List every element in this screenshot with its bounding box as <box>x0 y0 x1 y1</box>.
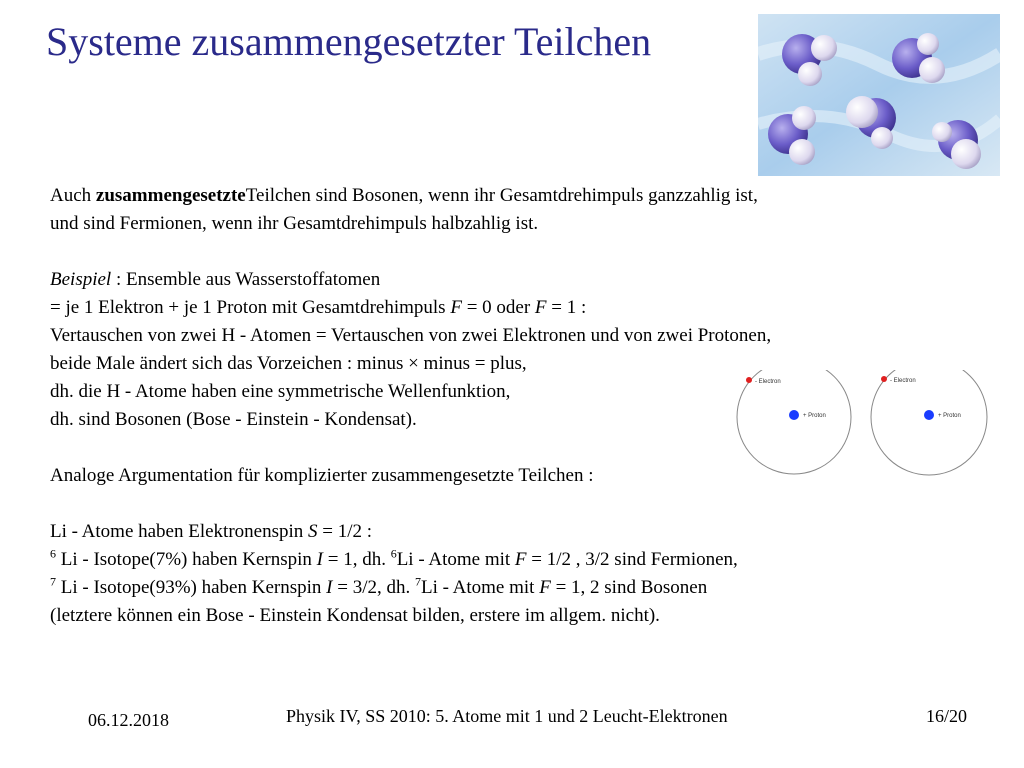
example-colon: : <box>111 269 126 290</box>
li-l1a: Li - Atome haben Elektronenspin <box>50 521 309 542</box>
example-line-2 <box>50 294 950 322</box>
analog-line: Analoge Argumentation für komplizierter zusammengesetzte Teilchen : <box>50 465 594 486</box>
footer-title: Physik IV, SS 2010: 5. Atome mit 1 und 2 Leucht-Elektronen <box>286 706 728 726</box>
isotope-superscript: 7 <box>50 574 56 589</box>
var-F: F <box>539 577 551 598</box>
example-label: Beispiel <box>50 269 112 290</box>
electron-label: - Electron <box>755 379 781 385</box>
li-l1b: = 1/2 : <box>317 521 373 542</box>
intro-bold-term: zusammengesetzte <box>95 185 246 206</box>
hydrogen-atom-1 <box>737 370 851 474</box>
footer-page-number: 16/20 <box>926 706 968 726</box>
li-l2b: = 1, dh. <box>322 549 391 570</box>
hydrogen-atom-2 <box>871 370 987 475</box>
intro-text-c: Teilchen sind Bosonen, wenn ihr Gesamtdrehimpuls ganzzahlig ist, <box>245 185 758 206</box>
li-l2d: = 1/2 , 3/2 sind Fermionen, <box>526 549 738 570</box>
li-l2a: Li - Isotope(7%) haben Kernspin <box>56 549 317 570</box>
var-S: S <box>308 521 318 542</box>
example-line-5: dh. die H - Atome haben eine symmetrische Wellenfunktion, <box>50 381 511 402</box>
example-line-6: dh. sind Bosonen (Bose - Einstein - Kondensat). <box>50 409 417 430</box>
li-line-3 <box>50 574 950 602</box>
var-F: F <box>534 297 547 318</box>
example-line-3: Vertauschen von zwei H - Atomen = Vertauschen von zwei Elektronen und von zwei Protonen, <box>50 325 772 346</box>
example-line-1 <box>50 266 950 294</box>
footer-date: 06.12.2018 <box>88 710 169 730</box>
electron-dot <box>746 377 752 383</box>
slide-title: Systeme zusammengesetzter Teilchen <box>46 19 652 64</box>
li-line-4: (letztere können ein Bose - Einstein Kondensat bilden, erstere im allgem. nicht). <box>50 605 660 626</box>
intro-text-a: Auch <box>50 185 96 206</box>
water-molecules-image <box>758 14 1000 176</box>
li-l3a: Li - Isotope(93%) haben Kernspin <box>56 577 327 598</box>
intro-line-1 <box>50 182 950 210</box>
isotope-superscript: 6 <box>50 546 56 561</box>
proton-dot <box>924 410 934 420</box>
var-I: I <box>316 549 323 570</box>
var-I: I <box>326 577 333 598</box>
li-l3c: Li - Atome mit <box>420 577 540 598</box>
intro-line-2: und sind Fermionen, wenn ihr Gesamtdrehimpuls halbzahlig ist. <box>50 213 539 234</box>
proton-label: + Proton <box>938 413 961 419</box>
li-l3b: = 3/2, dh. <box>332 577 415 598</box>
var-F: F <box>514 549 527 570</box>
li-l3d: = 1, 2 sind Bosonen <box>550 577 708 598</box>
proton-label: + Proton <box>803 413 826 419</box>
hydrogen-atoms-diagram <box>733 370 1009 476</box>
var-F: F <box>450 297 462 318</box>
li-line-2 <box>50 546 950 574</box>
li-l2c: Li - Atome mit <box>396 549 515 570</box>
example-l2b: = 0 oder <box>461 297 535 318</box>
example-l2a: = je 1 Elektron + je 1 Proton mit Gesamtdrehimpuls <box>50 297 451 318</box>
li-line-1 <box>50 518 950 546</box>
isotope-superscript: 6 <box>390 546 397 561</box>
example-l2c: = 1 : <box>546 297 587 318</box>
isotope-superscript: 7 <box>414 574 421 589</box>
electron-label: - Electron <box>890 378 916 384</box>
electron-dot <box>881 376 887 382</box>
example-text: Ensemble aus Wasserstoffatomen <box>125 269 381 290</box>
proton-dot <box>789 410 799 420</box>
example-line-4: beide Male ändert sich das Vorzeichen : minus × minus = plus, <box>50 353 527 374</box>
